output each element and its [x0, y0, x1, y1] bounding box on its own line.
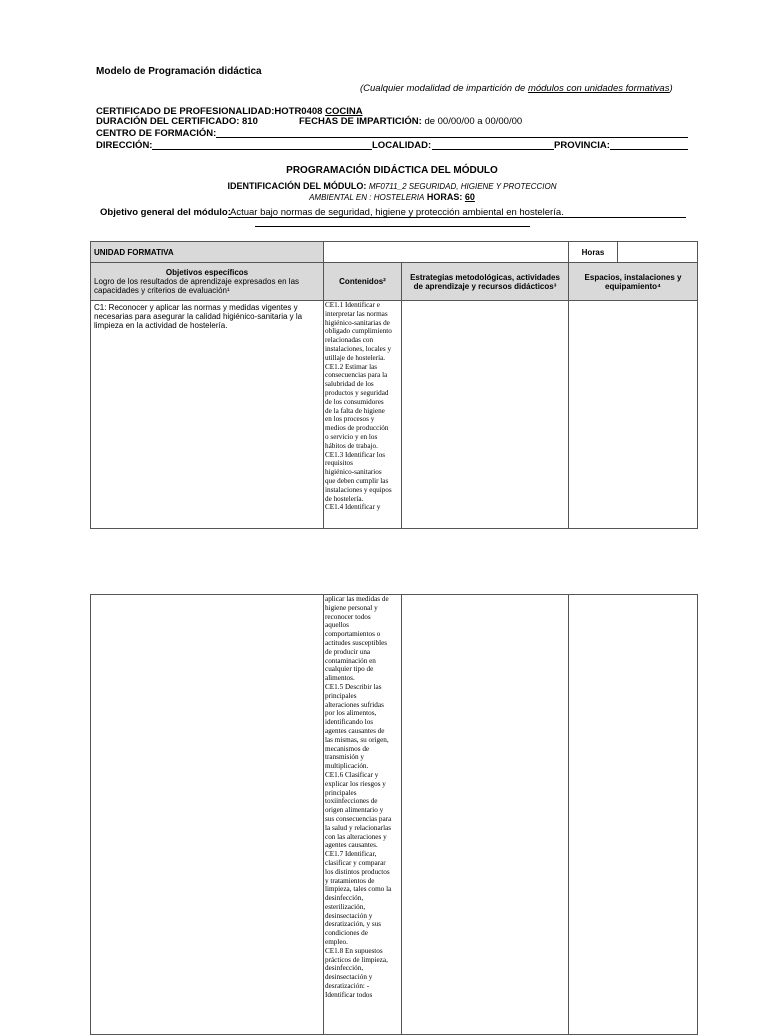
identificacion-label: IDENTIFICACIÓN DEL MÓDULO:: [227, 181, 367, 191]
certificado-label: CERTIFICADO DE PROFESIONALIDAD:HOTR0408: [96, 106, 323, 117]
identificacion-value-2: AMBIENTAL EN : HOSTELERIA: [309, 193, 425, 202]
objetivo-line-2: [255, 226, 530, 227]
unidad-formativa-value: [324, 242, 569, 263]
estrategias-cell-page1: [402, 301, 569, 529]
objetivo-row: [100, 207, 231, 218]
espacios-cell-page1: [569, 301, 698, 529]
contenidos-text-page1: CE1.1 Identificar e interpretar las normas higiénico-sanitarias de obligado cumplimiento relacionadas con instalaciones, locales y utillaje de hostelería. CE1.2 Estimar las consecuencias para la salubridad de los productos y seguridad de los consumidores de la falta de higiene en los procesos y medios de producción o servicio y en los hábitos de trabajo. CE1.3 Identificar los requisitos higiénico-sanitarios que deben cumplir las instalaciones y equipos de hostelería. CE1.4 Identificar y: [325, 301, 392, 512]
espacios-header: Espacios, instalaciones y equipamiento⁴: [584, 272, 682, 291]
modality-note-link: módulos con unidades formativas: [527, 83, 670, 94]
programacion-table-continued: [90, 594, 698, 1035]
horas-value: 60: [464, 192, 475, 202]
identificacion-value-1: MF0711_2 SEGURIDAD, HIGIENE Y PROTECCION: [368, 182, 557, 191]
horas-header-cell: [569, 242, 618, 263]
horas-header: Horas: [581, 247, 605, 257]
objetivo-value: Actuar bajo normas de seguridad, higiene y protección ambiental en hostelería.: [230, 207, 564, 218]
centro-line: [216, 137, 688, 138]
fechas-row: [299, 116, 522, 127]
objetivos-header-title: Objetivos específicos: [165, 268, 249, 277]
provincia-label: PROVINCIA:: [554, 140, 610, 151]
horas-label: HORAS:: [426, 192, 463, 202]
certificado-value: COCINA: [325, 106, 363, 117]
modality-note: [360, 83, 673, 94]
fechas-label: FECHAS DE IMPARTICIÓN:: [299, 116, 422, 127]
provincia-line: [610, 149, 688, 150]
contenidos-cell-page2: [324, 595, 402, 1035]
espacios-cell-page2: [569, 595, 698, 1035]
programacion-table: [90, 241, 698, 529]
objetivo-c1-cell: [91, 301, 324, 529]
objetivo-cell-page2: [91, 595, 324, 1035]
localidad-label: LOCALIDAD:: [372, 140, 432, 151]
contenidos-header: Contenidos²: [339, 277, 386, 286]
unidad-formativa-label: UNIDAD FORMATIVA: [94, 247, 174, 257]
objetivo-label: Objetivo general del módulo:: [100, 207, 231, 218]
estrategias-cell-page2: [402, 595, 569, 1035]
fechas-value: de 00/00/00 a 00/00/00: [424, 116, 523, 127]
contenidos-header-cell: [324, 263, 402, 301]
modality-note-prefix: (Cualquier modalidad de impartición de: [360, 83, 528, 94]
contenidos-text-page2: aplicar las medidas de higiene personal y reconocer todos aquellos comportamientos o actitudes susceptibles de producir una contaminación en cualquier tipo de alimentos. CE1.5 Describir las principales alteraciones sufridas por los alimentos, identificando los agentes causantes de las mismas, su origen, mecanismos de transmisión y multiplicación. CE1.6 Clasificar y explicar los riesgos y principales toxiinfecciones de origen alimentario y sus consecuencias para la salud y relacionarlas con las alteraciones y agentes causantes. CE1.7 Identificar, clasificar y comparar los distintos productos y tratamientos de limpieza, tales como la desinfección, esterilización, desinsectación y desratización, y sus condiciones de empleo. CE1.8 En supuestos prácticos de limpieza, desinfección, desinsectación y desratización: - Identificar todos: [325, 595, 392, 999]
direccion-line: [152, 149, 372, 150]
contenidos-cell-page1: [324, 301, 402, 529]
objetivos-header-cell: [91, 263, 324, 301]
direccion-label: DIRECCIÓN:: [96, 140, 153, 151]
estrategias-header-cell: [402, 263, 569, 301]
identificacion-block: [96, 181, 688, 203]
estrategias-header: Estrategias metodológicas, actividades de aprendizaje y recursos didácticos³: [410, 272, 560, 291]
unidad-formativa-cell: [91, 242, 324, 263]
document-title: Modelo de Programación didáctica: [96, 66, 262, 77]
programacion-title: PROGRAMACIÓN DIDÁCTICA DEL MÓDULO: [286, 165, 498, 176]
centro-label: CENTRO DE FORMACIÓN:: [96, 128, 217, 139]
espacios-header-cell: [569, 263, 698, 301]
objetivo-c1-text: C1: Reconocer y aplicar las normas y medidas vigentes y necesarias para asegurar la calidad higiénico-sanitaria y la limpieza en la actividad de hostelería.: [94, 303, 303, 330]
objetivo-line-1: [228, 217, 686, 218]
duracion-label: DURACIÓN DEL CERTIFICADO: 810: [96, 116, 258, 127]
modality-note-suffix: ): [669, 83, 673, 94]
horas-value-cell: [618, 242, 698, 263]
duracion-row: [96, 116, 258, 127]
localidad-line: [432, 149, 554, 150]
objetivos-header-sub: Logro de los resultados de aprendizaje expresados en las capacidades y criterios de evaluación¹: [94, 277, 300, 295]
